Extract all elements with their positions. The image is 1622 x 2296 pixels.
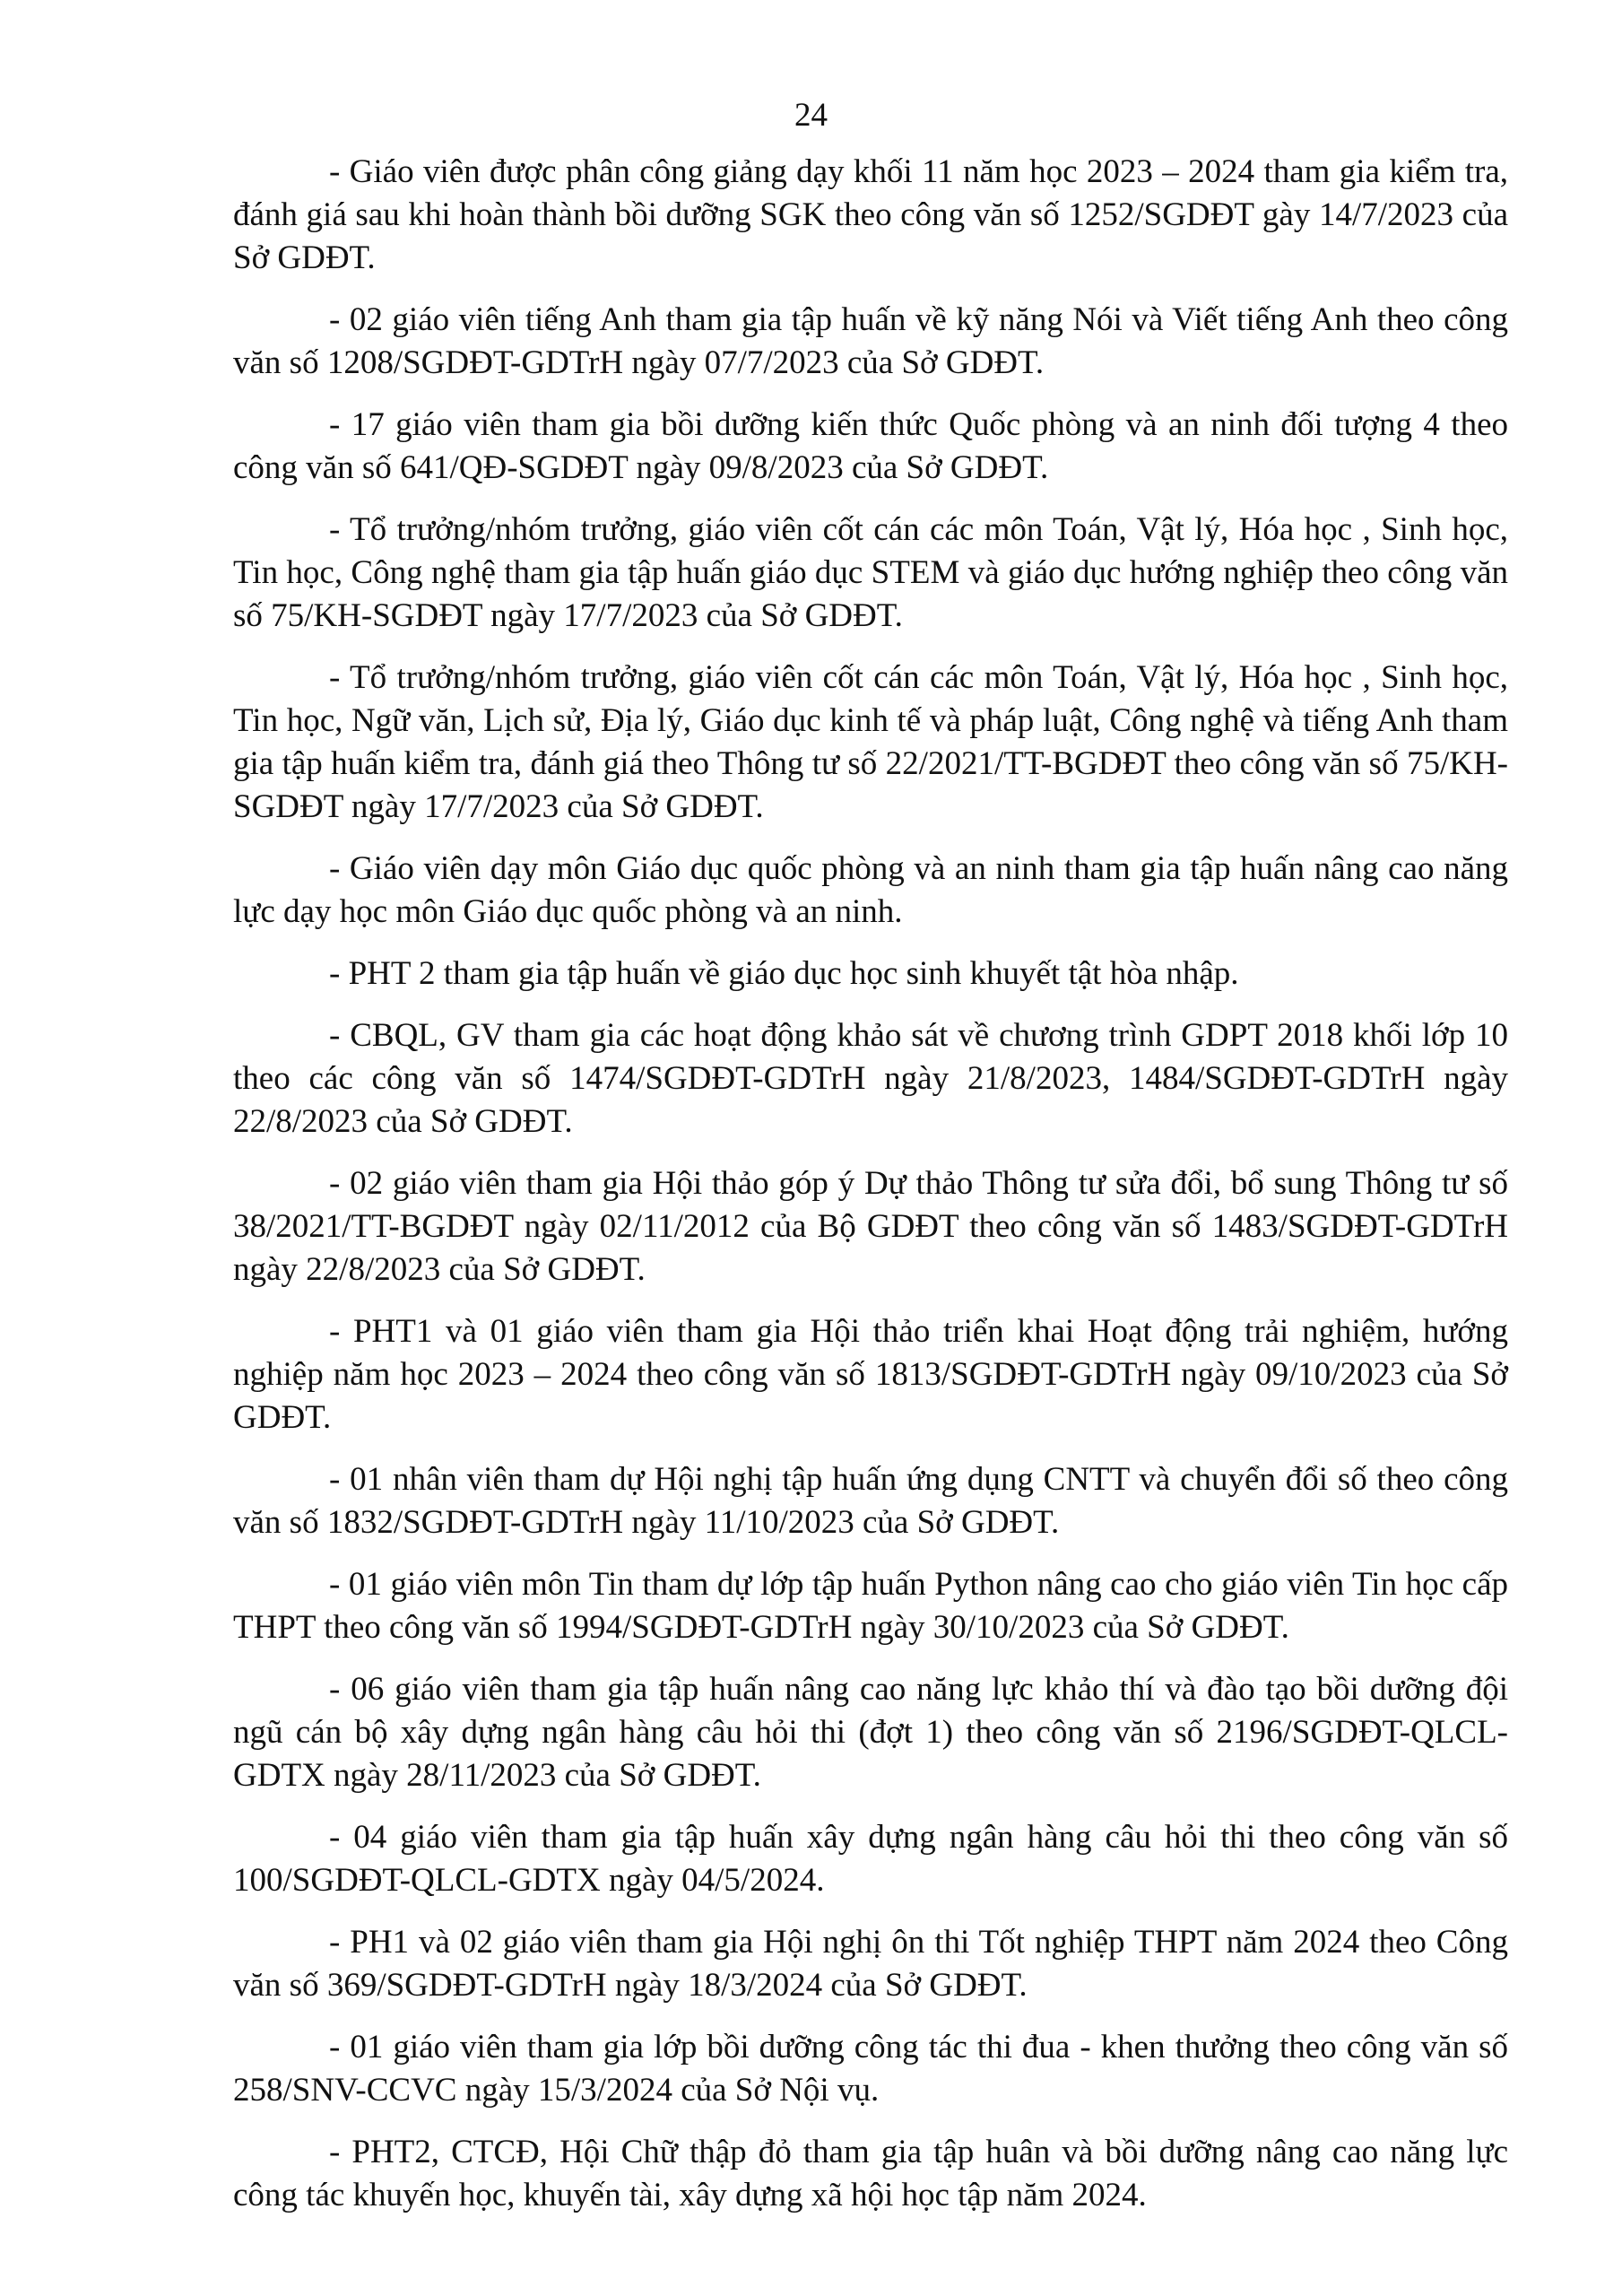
paragraph: - 01 nhân viên tham dự Hội nghị tập huấn ứng dụng CNTT và chuyển đổi số theo công văn số 1832/SGDĐT-GDTrH ngày 11/10/2023 của Sở GDĐT. [233, 1461, 1508, 1541]
paragraph: - 02 giáo viên tham gia Hội thảo góp ý Dự thảo Thông tư sửa đổi, bổ sung Thông tư số 38/2021/TT-BGDĐT ngày 02/11/2012 của Bộ GDĐT theo công văn số 1483/SGDĐT-GDTrH ngày 22/8/2023 của Sở GDĐT. [233, 1165, 1508, 1288]
paragraph: - PHT2, CTCĐ, Hội Chữ thập đỏ tham gia tập huân và bồi dưỡng nâng cao năng lực công tác khuyến học, khuyến tài, xây dựng xã hội học tập năm 2024. [233, 2134, 1508, 2213]
paragraph: - 17 giáo viên tham gia bồi dưỡng kiến thức Quốc phòng và an ninh đối tượng 4 theo công văn số 641/QĐ-SGDĐT ngày 09/8/2023 của Sở GDĐT. [233, 406, 1508, 486]
paragraph: - PH1 và 02 giáo viên tham gia Hội nghị ôn thi Tốt nghiệp THPT năm 2024 theo Công văn số 369/SGDĐT-GDTrH ngày 18/3/2024 của Sở GDĐT. [233, 1924, 1508, 2004]
page-number: 24 [794, 97, 828, 134]
paragraph: - Tổ trưởng/nhóm trưởng, giáo viên cốt cán các môn Toán, Vật lý, Hóa học , Sinh học, Tin học, Công nghệ tham gia tập huấn giáo dục STEM và giáo dục hướng nghiệp theo công văn số 75/KH-SGDĐT ngày 17/7/2023 của Sở GDĐT. [233, 511, 1508, 634]
paragraph: - PHT1 và 01 giáo viên tham gia Hội thảo triển khai Hoạt động trải nghiệm, hướng nghiệp năm học 2023 – 2024 theo công văn số 1813/SGDĐT-GDTrH ngày 09/10/2023 của Sở GDĐT. [233, 1313, 1508, 1436]
paragraph: - Tổ trưởng/nhóm trưởng, giáo viên cốt cán các môn Toán, Vật lý, Hóa học , Sinh học, Tin học, Ngữ văn, Lịch sử, Địa lý, Giáo dục kinh tế và pháp luật, Công nghệ và tiếng Anh tham gia tập huấn kiểm tra, đánh giá theo Thông tư số 22/2021/TT-BGDĐT theo công văn số 75/KH-SGDĐT ngày 17/7/2023 của Sở GDĐT. [233, 659, 1508, 825]
document-body [233, 151, 1508, 2236]
paragraph: - 02 giáo viên tiếng Anh tham gia tập huấn về kỹ năng Nói và Viết tiếng Anh theo công văn số 1208/SGDĐT-GDTrH ngày 07/7/2023 của Sở GDĐT. [233, 301, 1508, 381]
paragraph: - 06 giáo viên tham gia tập huấn nâng cao năng lực khảo thí và đào tạo bồi dưỡng đội ngũ cán bộ xây dựng ngân hàng câu hỏi thi (đợt 1) theo công văn số 2196/SGDĐT-QLCL-GDTX ngày 28/11/2023 của Sở GDĐT. [233, 1671, 1508, 1794]
paragraph: - CBQL, GV tham gia các hoạt động khảo sát về chương trình GDPT 2018 khối lớp 10 theo các công văn số 1474/SGDĐT-GDTrH ngày 21/8/2023, 1484/SGDĐT-GDTrH ngày 22/8/2023 của Sở GDĐT. [233, 1017, 1508, 1140]
paragraph: - Giáo viên dạy môn Giáo dục quốc phòng và an ninh tham gia tập huấn nâng cao năng lực dạy học môn Giáo dục quốc phòng và an ninh. [233, 850, 1508, 930]
paragraph: - 01 giáo viên tham gia lớp bồi dưỡng công tác thi đua - khen thưởng theo công văn số 258/SNV-CCVC ngày 15/3/2024 của Sở Nội vụ. [233, 2029, 1508, 2109]
paragraph: - Giáo viên được phân công giảng dạy khối 11 năm học 2023 – 2024 tham gia kiểm tra, đánh giá sau khi hoàn thành bồi dưỡng SGK theo công văn số 1252/SGDĐT gày 14/7/2023 của Sở GDĐT. [233, 153, 1508, 276]
paragraph: - PHT 2 tham gia tập huấn về giáo dục học sinh khuyết tật hòa nhập. [329, 955, 1239, 992]
paragraph: - 04 giáo viên tham gia tập huấn xây dựng ngân hàng câu hỏi thi theo công văn số 100/SGDĐT-QLCL-GDTX ngày 04/5/2024. [233, 1819, 1508, 1899]
paragraph: - 01 giáo viên môn Tin tham dự lớp tập huấn Python nâng cao cho giáo viên Tin học cấp THPT theo công văn số 1994/SGDĐT-GDTrH ngày 30/10/2023 của Sở GDĐT. [233, 1566, 1508, 1646]
